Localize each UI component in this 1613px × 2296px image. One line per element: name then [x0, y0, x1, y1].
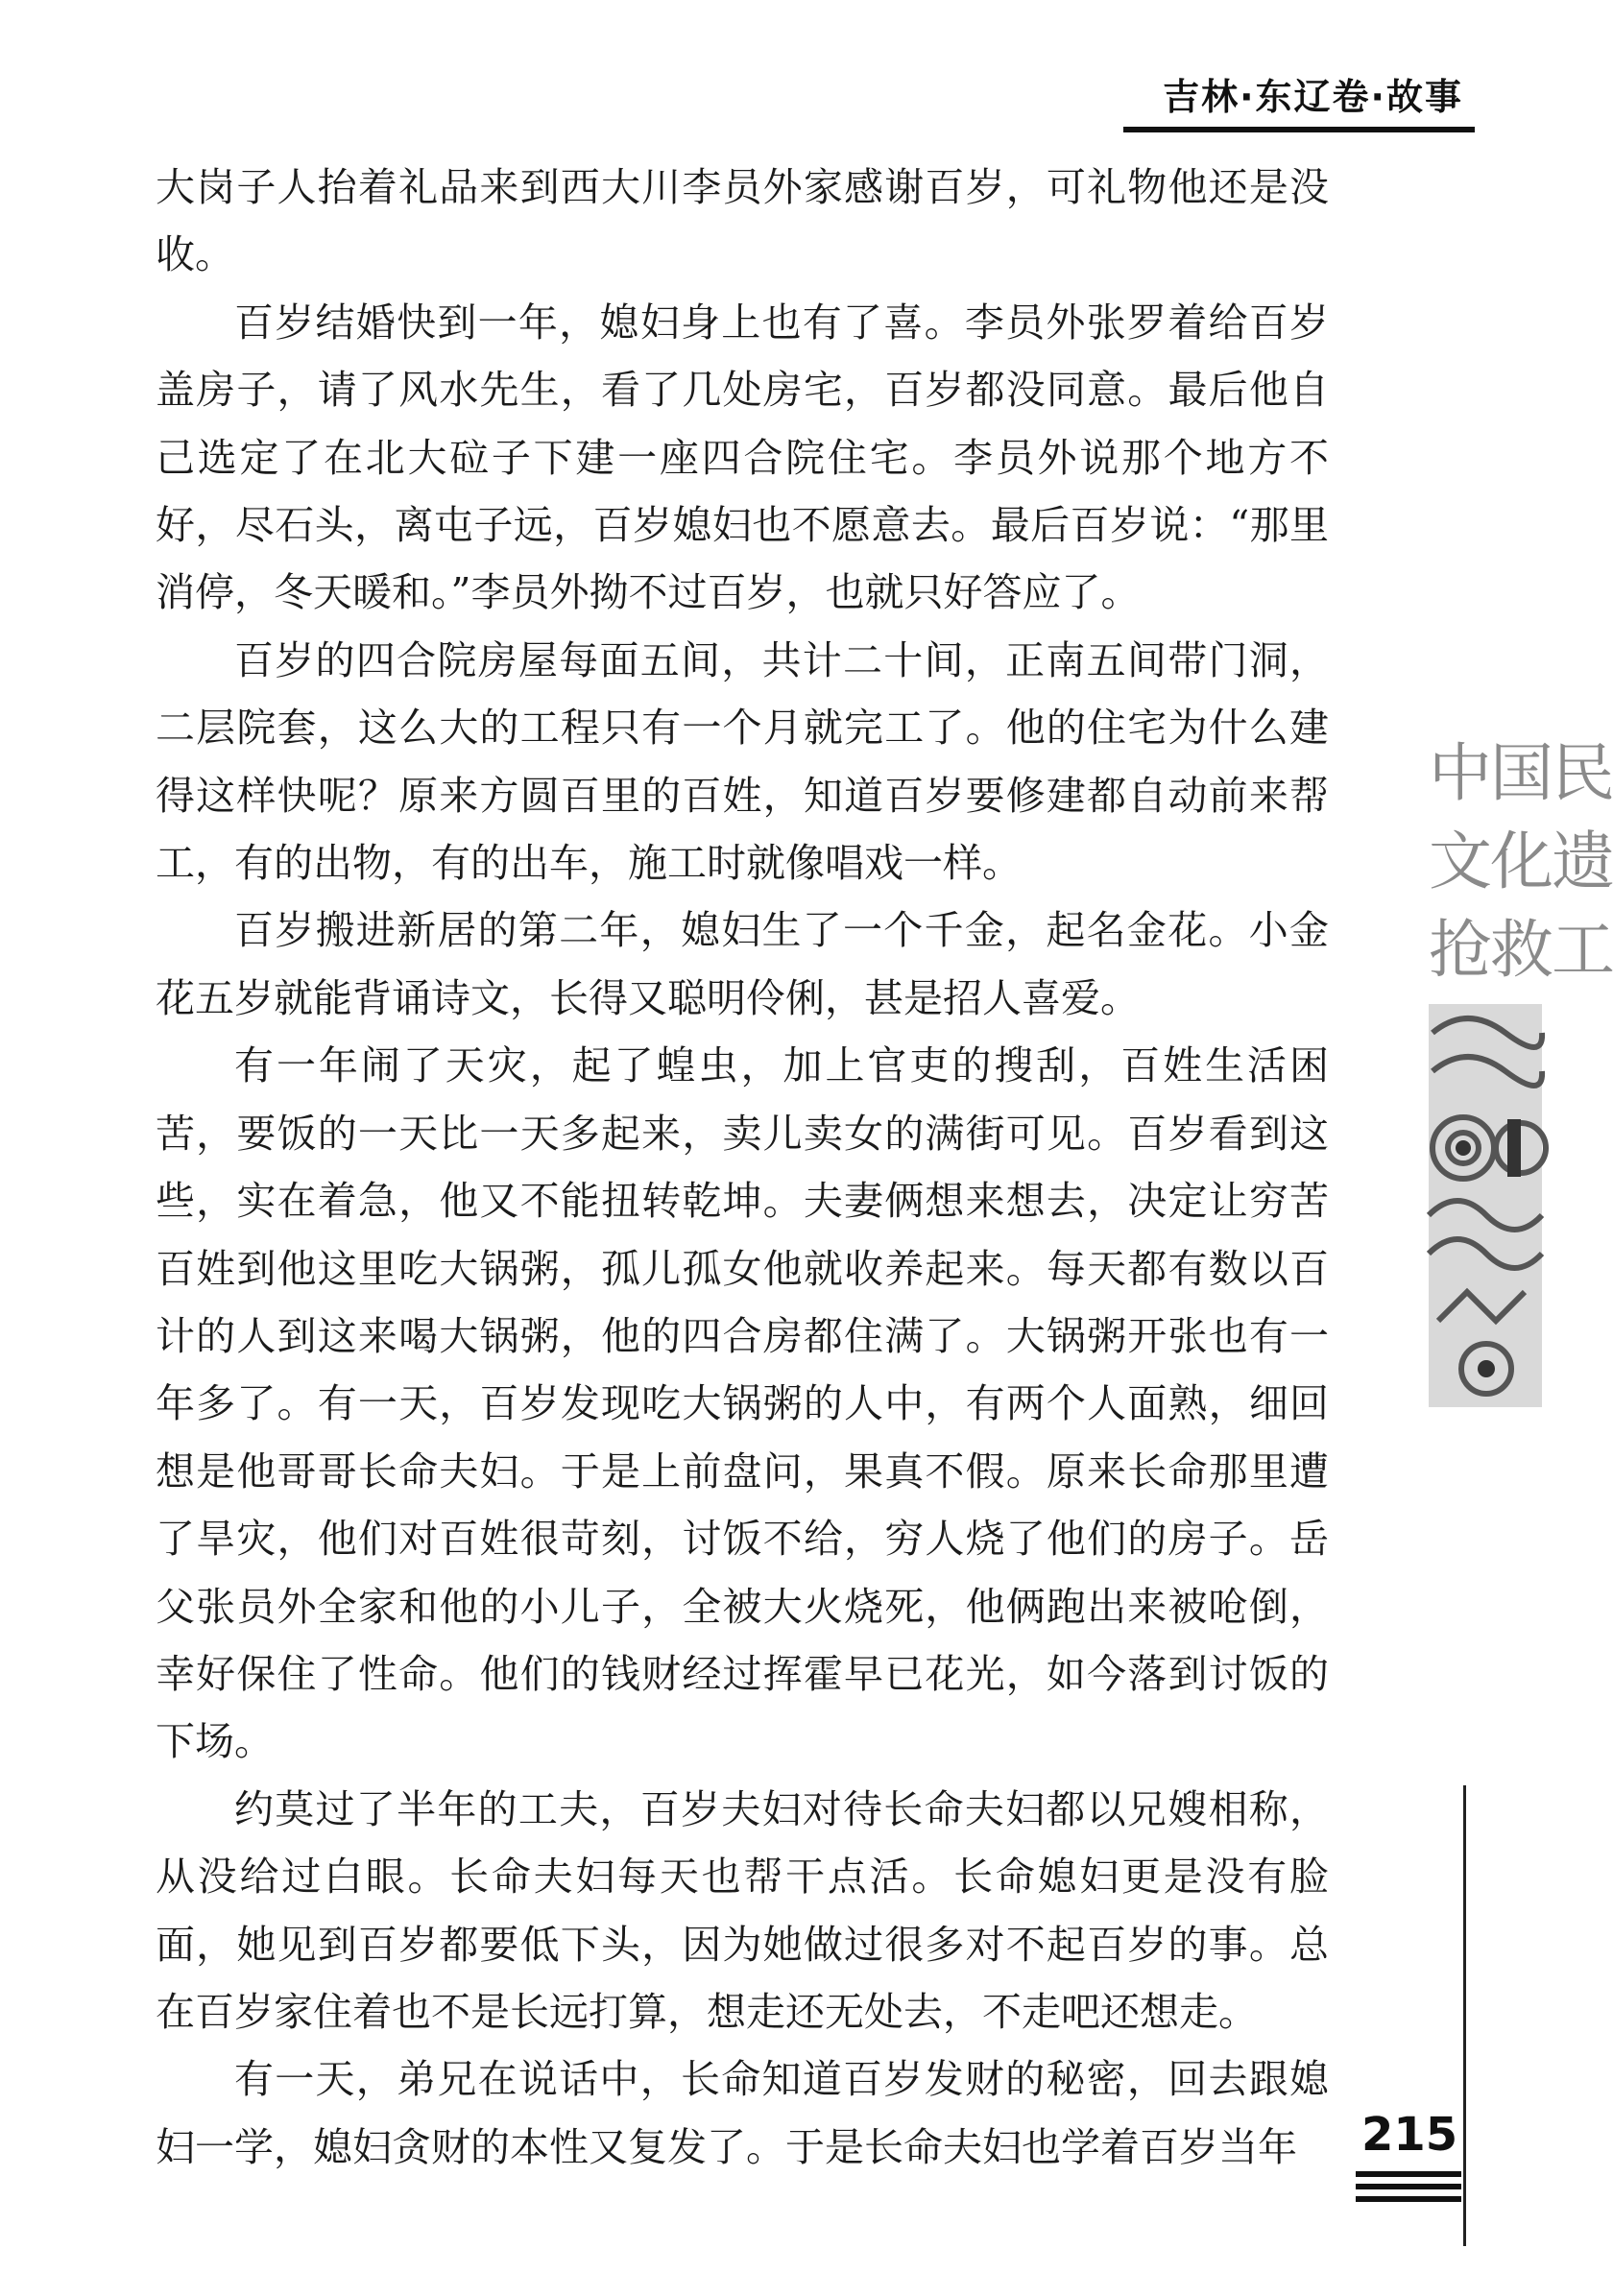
page-number-bar [1356, 2196, 1461, 2202]
paragraph-2: 百岁结婚快到一年，媳妇身上也有了喜。李员外张罗着给百岁盖房子，请了风水先生，看了几处房宅，百岁都没同意。最后他自己选定了在北大砬子下建一座四合院住宅。李员外说那个地方不好，尽石头，离屯子远，百岁媳妇也不愿意去。最后百岁说：“那里消停，冬天暖和。”李员外拗不过百岁，也就只好答应了。 [156, 299, 1329, 616]
page-number: 215 [1361, 2108, 1458, 2162]
page-body [156, 154, 1329, 2181]
side-label-line-1: 中国民 [1429, 736, 1613, 810]
paragraph-5: 有一年闹了天灾，起了蝗虫，加上官吏的搜刮，百姓生活困苦，要饭的一天比一天多起来，卖儿卖女的满街可见。百岁看到这些，实在着急，他又不能扭转乾坤。夫妻俩想来想去，决定让穷苦百姓到他这里吃大锅粥，孤儿孤女他就收养起来。每天都有数以百计的人到这来喝大锅粥，他的四合房都住满了。大锅粥开张也有一年多了。有一天，百岁发现吃大锅粥的人中，有两个人面熟，细回想是他哥哥长命夫妇。于是上前盘问，果真不假。原来长命那里遭了旱灾，他们对百姓很苛刻，讨饭不给，穷人烧了他们的房子。岳父张员外全家和他的小儿子，全被大火烧死，他俩跑出来被呛倒，幸好保住了性命。他们的钱财经过挥霍早已花光，如今落到讨饭的下场。 [156, 1042, 1329, 1765]
header-rule [1123, 127, 1475, 132]
side-label-line-2: 文化遗 [1429, 825, 1613, 898]
paragraph-6: 约莫过了半年的工夫，百岁夫妇对待长命夫妇都以兄嫂相称，从没给过白眼。长命夫妇每天也帮干点活。长命媳妇更是没有脸面，她见到百岁都要低下头，因为她做过很多对不起百岁的事。总在百岁家住着也不是长远打算，想走还无处去，不走吧还想走。 [156, 1785, 1329, 2035]
paragraph-1: 大岗子人抬着礼品来到西大川李员外家感谢百岁，可礼物他还是没收。 [156, 164, 1329, 278]
margin-rule [1463, 1785, 1466, 2246]
paragraph-4: 百岁搬进新居的第二年，媳妇生了一个千金，起名金花。小金花五岁就能背诵诗文，长得又聪明伶俐，甚是招人喜爱。 [156, 907, 1329, 1021]
series-side-label [1429, 720, 1613, 1411]
page-number-bar [1356, 2171, 1461, 2177]
page-number-bar [1356, 2184, 1461, 2189]
folk-mask-pattern-icon [1429, 1004, 1542, 1407]
paragraph-3: 百岁的四合院房屋每面五间，共计二十间，正南五间带门洞，二层院套，这么大的工程只有一个月就完工了。他的住宅为什么建得这样快呢？原来方圆百里的百姓，知道百岁要修建都自动前来帮工，有的出物，有的出车，施工时就像唱戏一样。 [156, 636, 1329, 887]
paragraph-7: 有一天，弟兄在说话中，长命知道百岁发财的秘密，回去跟媳妇一学，媳妇贪财的本性又复发了。于是长命夫妇也学着百岁当年 [156, 2056, 1329, 2170]
running-header: 吉林·东辽卷·故事 [1163, 76, 1463, 118]
side-label-line-3: 抢救工 [1429, 913, 1613, 987]
page-number-bars [1356, 2171, 1461, 2209]
